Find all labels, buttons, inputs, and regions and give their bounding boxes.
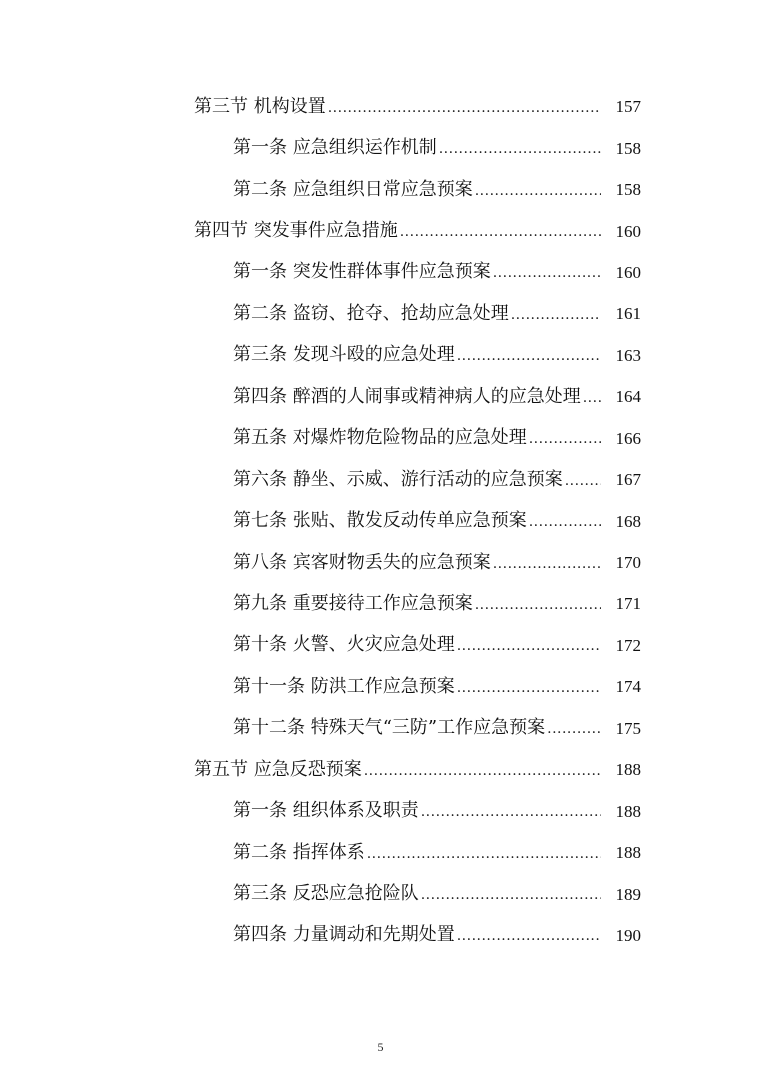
toc-dot-leader bbox=[364, 764, 601, 778]
table-of-contents bbox=[0, 86, 761, 956]
toc-entry-page: 170 bbox=[615, 553, 641, 573]
toc-entry-title: 第四条 醉酒的人闹事或精神病人的应急处理 bbox=[233, 385, 581, 407]
toc-entry-section-3[interactable] bbox=[0, 86, 761, 127]
toc-entry[interactable] bbox=[0, 625, 761, 666]
toc-entry-title: 第二条 应急组织日常应急预案 bbox=[233, 178, 473, 200]
toc-entry-title: 第十条 火警、火灾应急处理 bbox=[233, 634, 455, 656]
toc-dot-leader bbox=[457, 929, 601, 943]
toc-dot-leader bbox=[400, 225, 601, 239]
toc-entry-title: 第八条 宾客财物丢失的应急预案 bbox=[233, 551, 491, 573]
toc-entry-page: 166 bbox=[615, 428, 641, 448]
toc-entry[interactable] bbox=[0, 873, 761, 914]
toc-entry-page: 158 bbox=[615, 138, 641, 158]
toc-entry[interactable] bbox=[0, 832, 761, 873]
toc-entry-page: 188 bbox=[615, 801, 641, 821]
toc-entry[interactable] bbox=[0, 542, 761, 583]
toc-dot-leader bbox=[439, 142, 601, 156]
toc-entry[interactable] bbox=[0, 583, 761, 624]
toc-entry-title: 第十一条 防洪工作应急预案 bbox=[233, 675, 455, 697]
toc-entry[interactable] bbox=[0, 127, 761, 168]
toc-entry-page: 190 bbox=[615, 925, 641, 945]
toc-dot-leader bbox=[583, 391, 601, 405]
toc-entry-page: 172 bbox=[615, 635, 641, 655]
toc-entry-title: 第四节 突发事件应急措施 bbox=[194, 220, 398, 242]
toc-entry-page: 171 bbox=[615, 594, 641, 614]
toc-entry-title: 第二条 盗窃、抢夺、抢劫应急处理 bbox=[233, 302, 509, 324]
toc-entry[interactable] bbox=[0, 790, 761, 831]
toc-dot-leader bbox=[493, 557, 601, 571]
toc-entry-title: 第三条 反恐应急抢险队 bbox=[233, 883, 419, 905]
toc-entry-page: 161 bbox=[615, 304, 641, 324]
toc-entry-page: 167 bbox=[615, 470, 641, 490]
toc-dot-leader bbox=[475, 598, 601, 612]
toc-entry-title: 第一条 突发性群体事件应急预案 bbox=[233, 261, 491, 283]
toc-entry[interactable] bbox=[0, 459, 761, 500]
toc-entry[interactable] bbox=[0, 418, 761, 459]
toc-dot-leader bbox=[529, 432, 601, 446]
toc-entry[interactable] bbox=[0, 915, 761, 956]
toc-entry-page: 160 bbox=[615, 221, 641, 241]
toc-entry[interactable] bbox=[0, 376, 761, 417]
toc-entry-page: 188 bbox=[615, 843, 641, 863]
toc-entry-page: 188 bbox=[615, 760, 641, 780]
toc-entry-title: 第五节 应急反恐预案 bbox=[194, 758, 362, 780]
toc-entry-title: 第一条 组织体系及职责 bbox=[233, 800, 419, 822]
toc-entry-page: 158 bbox=[615, 180, 641, 200]
toc-entry[interactable] bbox=[0, 708, 761, 749]
toc-dot-leader bbox=[457, 681, 601, 695]
toc-dot-leader bbox=[493, 266, 601, 280]
toc-dot-leader bbox=[421, 805, 601, 819]
toc-dot-leader bbox=[457, 349, 601, 363]
toc-dot-leader bbox=[457, 639, 601, 653]
toc-entry-title: 第十二条 特殊天气“三防”工作应急预案 bbox=[233, 717, 546, 739]
toc-entry-page: 160 bbox=[615, 262, 641, 282]
toc-entry-title: 第二条 指挥体系 bbox=[233, 841, 365, 863]
toc-dot-leader bbox=[475, 184, 601, 198]
toc-entry-page: 164 bbox=[615, 387, 641, 407]
toc-dot-leader bbox=[421, 888, 601, 902]
toc-dot-leader bbox=[511, 308, 601, 322]
toc-entry-page: 157 bbox=[615, 97, 641, 117]
toc-dot-leader bbox=[529, 515, 601, 529]
page-number: 5 bbox=[377, 1040, 384, 1054]
toc-entry[interactable] bbox=[0, 335, 761, 376]
toc-entry[interactable] bbox=[0, 293, 761, 334]
toc-entry-title: 第六条 静坐、示威、游行活动的应急预案 bbox=[233, 468, 563, 490]
toc-entry-title: 第四条 力量调动和先期处置 bbox=[233, 924, 455, 946]
toc-entry-page: 163 bbox=[615, 345, 641, 365]
toc-entry-section-4[interactable] bbox=[0, 210, 761, 251]
toc-entry-page: 189 bbox=[615, 884, 641, 904]
toc-entry-title: 第九条 重要接待工作应急预案 bbox=[233, 592, 473, 614]
toc-entry-title: 第三条 发现斗殴的应急处理 bbox=[233, 344, 455, 366]
toc-entry-page: 168 bbox=[615, 511, 641, 531]
toc-dot-leader bbox=[328, 101, 601, 115]
toc-dot-leader bbox=[547, 722, 601, 736]
toc-entry-page: 175 bbox=[615, 718, 641, 738]
toc-entry[interactable] bbox=[0, 169, 761, 210]
toc-entry[interactable] bbox=[0, 666, 761, 707]
toc-dot-leader bbox=[367, 847, 601, 861]
toc-entry-title: 第五条 对爆炸物危险物品的应急处理 bbox=[233, 427, 527, 449]
toc-entry[interactable] bbox=[0, 500, 761, 541]
toc-entry-title: 第七条 张贴、散发反动传单应急预案 bbox=[233, 510, 527, 532]
toc-dot-leader bbox=[565, 474, 601, 488]
toc-entry-section-5[interactable] bbox=[0, 749, 761, 790]
toc-entry-page: 174 bbox=[615, 677, 641, 697]
toc-entry[interactable] bbox=[0, 252, 761, 293]
toc-entry-title: 第三节 机构设置 bbox=[194, 95, 326, 117]
toc-entry-title: 第一条 应急组织运作机制 bbox=[233, 137, 437, 159]
